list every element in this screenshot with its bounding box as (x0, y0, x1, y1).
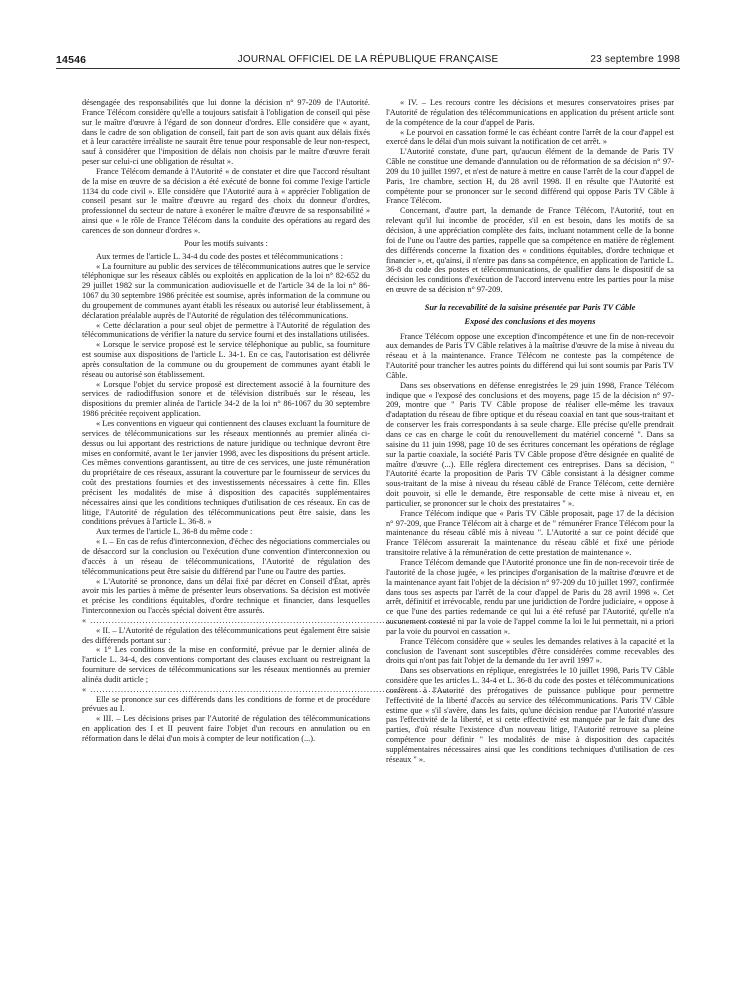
paragraph: France Télécom indique que « Paris TV Câble proposait, page 17 de la décision n° 97-209, que France Télécom ait à charge et de " rémunérer France Télécom pour la maintenance du réseau câblé mis à niveau ". L'Autorité a sur ce point décidé que France Télécom assurerait la maintenance du réseau câblé et fixé une période transitoire relative à la rémunération de cette prestation de maintenance ». (386, 508, 674, 558)
paragraph: France Télécom considère que « seules les demandes relatives à la capacité et la conclusion de l'avenant sont susceptibles d'être considérées comme recevables des droits qui n'ont pas fait l'objet de la demande du 1er avril 1997 ». (386, 636, 674, 666)
paragraph: Aux termes de l'article L. 36-8 du même code : (96, 527, 253, 537)
elision-line: « ...................................................................................................................... (82, 684, 453, 694)
paragraph: « L'Autorité se prononce, dans un délai fixé par décret en Conseil d'État, après avoir mis les parties à même de présenter leurs observations. Sa décision est motivée et précise les conditions équitables, d'ordre technique et financier, dans lesquelles l'interconnexion ou l'accès spécial doivent être assurés. (82, 576, 370, 616)
paragraph: L'Autorité constate, d'une part, qu'aucun élément de la demande de Paris TV Câble ne constitue une demande d'annulation ou de réformation de sa décision n° 97-209 du 10 juillet 1997, et n'est de nature à mettre en cause l'arrêt de la cour d'appel de Paris, 1re chambre, section H, du 28 avril 1998. Il en résulte que l'Autorité est compétente pour se prononcer sur le second différend qui oppose Paris TV Câble à France Télécom. (386, 147, 674, 206)
section-heading: Sur la recevabilité de la saisine présentée par Paris TV Câble (424, 302, 636, 312)
paragraph: « II. – L'Autorité de régulation des télécommunications peut également être saisie des différends portant sur : (82, 625, 370, 645)
journal-title: JOURNAL OFFICIEL DE LA RÉPUBLIQUE FRANÇAISE (237, 54, 499, 65)
paragraph: « Lorsque l'objet du service proposé est directement associé à la fourniture des services de radiodiffusion sonore et de télévision distribués sur le réseau, les dispositions du premier alinéa de l'article 34-2 de la loi n° 86-1067 du 30 septembre 1986 précitée reçoivent application. (82, 379, 370, 419)
page-header (56, 52, 680, 68)
paragraph: « La fourniture au public des services de télécommunications autres que le service téléphonique sur les réseaux câblés ou exploités en application de la loi n° 82-652 du 29 juillet 1982 sur la communication audiovisuelle et de l'article 34 de la loi n° 86-1067 du 30 septembre 1986 précitée est soumise, après information de la commune ou du groupement de communes ayant établi les réseaux ou autorisé leur établissement, à déclaration préalable auprès de l'Autorité de régulation des télécommunications. (82, 261, 370, 320)
paragraph: « 1° Les conditions de la mise en conformité, prévue par le dernier alinéa de l'article L. 34-4, des conventions comportant des clauses excluant ou restreignant la fourniture de services de télécommunications sur les réseaux mentionnés au premier alinéa dudit article ; (82, 645, 370, 684)
paragraph: France Télécom demande à l'Autorité « de constater et dire que l'accord résultant de la mise en œuvre de sa décision a été exécuté de bonne foi comme l'exige l'article 1134 du code civil ». Elle considère que l'Autorité aura à « apprécier l'obligation de conseil pesant sur le maître d'œuvre au regard des choix du donneur d'ordres, professionnel du secteur de nature à exonérer le maître d'œuvre de sa responsabilité » ainsi que « le rôle de France Télécom dans la conduite des opérations au regard des carences de son donneur d'ordres ». (82, 166, 370, 235)
paragraph: « Cette déclaration a pour seul objet de permettre à l'Autorité de régulation des télécommunications de vérifier la nature du service fourni et des installations utilisées. (82, 320, 370, 340)
paragraph: Elle se prononce sur ces différends dans les conditions de forme et de procédure prévues au I. (82, 694, 370, 714)
paragraph: France Télécom demande que l'Autorité prononce une fin de non-recevoir tirée de l'autorité de la chose jugée, « les principes d'organisation de la maîtrise d'œuvre et de la maintenance ayant fait l'objet de la décision n° 97-209 du 10 juillet 1997, confirmée dans tous ses aspects par l'arrêt de la cour d'appel de Paris du 28 avril 1998 ». Cet arrêt, définitif et irrévocable, rendu par une juridiction de l'ordre judiciaire, « oppose à ce que l'une des parties redemande ce qui lui a été refusé par l'Autorité, qu'elle n'a aucunement contesté ni par la voie de l'appel comme la loi le lui permettait, ni a priori par la voie du pourvoi en cassation ». (386, 557, 674, 636)
paragraph: Concernant, d'autre part, la demande de France Télécom, l'Autorité, tout en relevant qu'il lui incombe de procéder, s'il en est besoin, dans les motifs de sa décision, à une appréciation complète des faits, incluant notamment celle de la bonne foi de l'une ou l'autre des parties, rappelle que sa compétence en matière de règlement des différends concerne la fixation des « conditions équitables, d'ordre technique et financier », et, qu'ainsi, il n'entre pas dans sa compétence, en application de l'article L. 36-8 du code des postes et télécommunications, de qualifier dans le dispositif de sa décision les conditions d'exécution de l'accord intervenu entre les parties pour la mise en œuvre de sa décision n° 97-209. (386, 206, 674, 295)
page-number: 14546 (56, 54, 87, 66)
left-column (82, 98, 453, 970)
publication-date: 23 septembre 1998 (590, 54, 680, 65)
paragraph: « IV. – Les recours contre les décisions et mesures conservatoires prises par l'Autorité de régulation des télécommunications en application du présent article sont de la compétence de la cour d'appel de Paris. (386, 98, 674, 127)
paragraph: « Le pourvoi en cassation formé le cas échéant contre l'arrêt de la cour d'appel est exercé dans le délai d'un mois suivant la notification de cet arrêt. » (386, 127, 674, 147)
paragraph: Aux termes de l'article L. 34-4 du code des postes et télécommunications : (96, 251, 343, 261)
centered-line: Pour les motifs suivants : (184, 238, 268, 248)
header-rule (56, 68, 680, 69)
paragraph: « I. – En cas de refus d'interconnexion, d'échec des négociations commerciales ou de désaccord sur la conclusion ou l'exécution d'une convention d'interconnexion ou d'accès à un réseau de télécommunications, l'Autorité de régulation des télécommunications peut être saisie du différend par l'une ou l'autre des parties. (82, 537, 370, 576)
right-column (386, 98, 674, 970)
elision-line: « ...................................................................................................................... (82, 615, 453, 625)
paragraph: « Lorsque le service proposé est le service téléphonique au public, sa fourniture est soumise aux dispositions de l'article L. 34-1. En ce cas, l'autorisation est délivrée après consultation de la commune ou du groupement de communes ayant établi le réseau ou autorisé son établissement. (82, 340, 370, 379)
paragraph: France Télécom oppose une exception d'incompétence et une fin de non-recevoir aux demandes de Paris TV Câble relatives à la maîtrise d'œuvre de la mise à niveau du réseau et à la maintenance. France Télécom ne conteste pas la compétence de l'Autorité pour trancher les autres points du différend qui lui sont soumis par Paris TV Câble. (386, 331, 674, 380)
paragraph: « III. – Les décisions prises par l'Autorité de régulation des télécommunications en application des I et II peuvent faire l'objet d'un recours en annulation ou en réformation dans le délai d'un mois à compter de leur notification (...). (82, 714, 370, 743)
paragraph: désengagée des responsabilités que lui donne la décision n° 97-209 de l'Autorité. France Télécom considère qu'elle a toujours satisfait à l'obligation de conseil qui pèse sur le maître d'œuvre à l'égard de son donneur d'ordres. Elle considère que « ayant, dans le cadre de son obligation de conseil, fait part de son avis quant aux délais fixés et à leur caractère irréaliste ne saurait être tenue pour responsable de leur non-respect, sauf à considérer que l'imposition de délais non choisis par le maître d'œuvre ferait peser sur celui-ci une obligation de résultat ». (82, 98, 370, 167)
paragraph: Dans ses observations en défense enregistrées le 29 juin 1998, France Télécom indique que « l'exposé des conclusions et des moyens, page 15 de la décision n° 97-209, montre que " Paris TV Câble propose de réaliser elle-même les travaux d'adaptation du réseau de fibre optique et du réseau coaxial en tant que sous-traitant et de conserver les frais correspondants à sa seule charge. Elle précise qu'elle prendrait dans ce cas en charge le coût du renouvellement du matériel concerné ". Dans sa saisine du 11 juin 1998, page 10 de ses écritures concernant les opérations de réglage sur la partie coaxiale, la société Paris TV Câble propose d'être désignée en qualité de maître d'œuvre (...). Elle réglera directement ces entreprises. Dans sa décision, " l'Autorité écarte la proposition de Paris TV Câble consistant à la désigner comme sous-traitant de la mise à niveau du réseau câblé de France Télécom, cette dernière doit pouvoir, si elle le demande, être responsable de cette mise à niveau et, en particulier, se prononcer sur le choix des prestataires " ». (386, 380, 674, 508)
subsection-heading: Exposé des conclusions et des moyens (464, 316, 596, 326)
paragraph: Dans ses observations en réplique, enregistrées le 10 juillet 1998, Paris TV Câble considère que les articles L. 34-4 et L. 36-8 du code des postes et télécommunications confèrent à l'Autorité des prérogatives de puissance publique pour permettre l'effectivité de la liberté d'accès au service des télécommunications. Paris TV Câble estime que « s'il s'avère, dans les faits, qu'une décision rendue par l'Autorité n'assure pas l'effectivité de la liberté, et si cette effectivité est manquée par le fait d'une des parties, d'où résulte l'existence d'un nouveau litige, l'Autorité retrouve sa pleine compétence pour définir " les modalités de mise à disposition des capacités supplémentaires nécessaires ainsi que les conditions techniques d'utilisation de ces réseaux " ». (386, 666, 674, 764)
paragraph: « Les conventions en vigueur qui contiennent des clauses excluant la fourniture de services de télécommunications sur les réseaux mentionnés au premier alinéa ci-dessus ou lui apportant des restrictions de nature juridique ou technique devront être mises en conformité, avant le 1er janvier 1998, avec les dispositions du présent article. Ces mêmes conventions garantissent, au titre de ces services, une juste rémunération du propriétaire de ces réseaux, assurant la couverture par le fournisseur de services du coût des prestations fournies et des investissements nécessaires à cette fin. Elles précisent les modalités de mise à disposition des capacités supplémentaires nécessaires ainsi que les conditions techniques d'utilisation de ces réseaux. En cas de litige, l'Autorité de régulation des télécommunications peut être saisie, dans les conditions prévues à l'article L. 36-8. » (82, 419, 370, 527)
